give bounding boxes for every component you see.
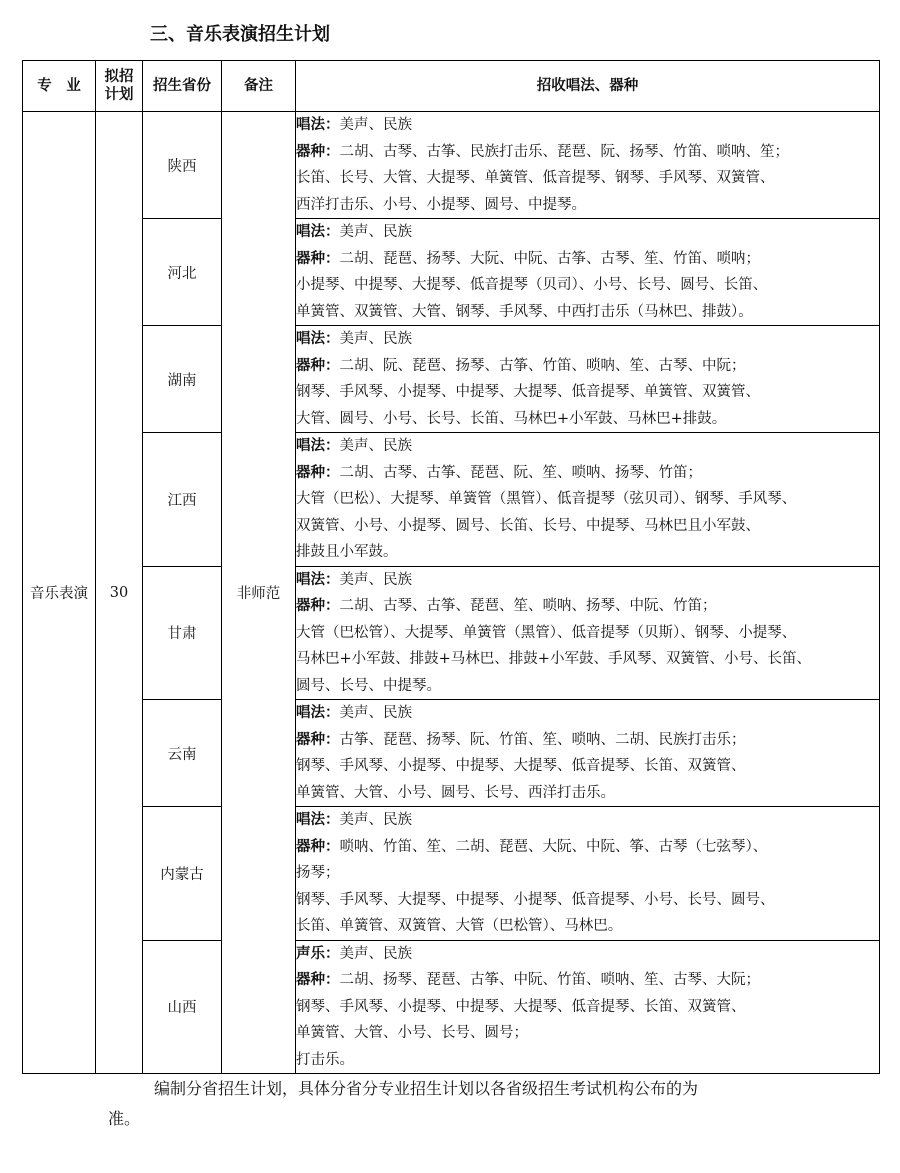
province-cell: 河北 [143, 219, 222, 326]
requirement-text: 钢琴、手风琴、小提琴、中提琴、大提琴、低音提琴、长笛、双簧管、 [296, 758, 746, 774]
requirement-line [296, 967, 879, 994]
requirement-text: 钢琴、手风琴、小提琴、中提琴、大提琴、低音提琴、长笛、双簧管、 [296, 998, 746, 1015]
province-cell: 云南 [143, 700, 222, 807]
requirements-cell [296, 433, 880, 567]
requirement-line [296, 486, 879, 513]
province-cell: 甘肃 [143, 566, 222, 700]
requirement-line [296, 272, 879, 299]
table-row [23, 566, 880, 700]
requirement-label: 唱法： [296, 705, 340, 721]
header-note: 备注 [222, 61, 296, 112]
header-planned-count-line2: 计划 [104, 87, 134, 103]
requirement-text: 长笛、长号、大管、大提琴、单簧管、低音提琴、钢琴、手风琴、双簧管、 [296, 170, 775, 186]
requirement-line [296, 353, 879, 380]
requirement-text: 双簧管、小号、小提琴、圆号、长笛、长号、中提琴、马林巴且小军鼓、 [296, 517, 760, 534]
requirement-line [296, 646, 879, 673]
requirements-cell [296, 700, 880, 807]
requirement-text: 排鼓且小军鼓。 [296, 544, 398, 560]
requirement-line [296, 326, 879, 353]
table-row [23, 112, 880, 219]
requirement-text: 美声、民族 [339, 331, 412, 347]
requirements-cell [296, 112, 880, 219]
requirement-text: 美声、民族 [339, 812, 412, 828]
requirement-line [296, 887, 879, 914]
requirement-text: 长笛、单簧管、双簧管、大管（巴松管）、马林巴。 [296, 918, 623, 934]
requirement-text: 圆号、长号、中提琴。 [296, 677, 441, 694]
requirement-line [296, 539, 879, 566]
header-requirements: 招收唱法、器种 [296, 61, 880, 112]
requirement-text: 小提琴、中提琴、大提琴、低音提琴（贝司）、小号、长号、圆号、长笛、 [296, 277, 768, 293]
requirement-text: 西洋打击乐、小号、小提琴、圆号、中提琴。 [296, 196, 586, 213]
requirement-text: 二胡、古琴、古筝、琵琶、笙、唢呐、扬琴、中阮、竹笛； [339, 598, 717, 614]
table-row [23, 433, 880, 567]
requirement-text: 二胡、阮、琵琶、扬琴、古筝、竹笛、唢呐、笙、古琴、中阮； [339, 357, 746, 374]
requirement-line [296, 246, 879, 273]
requirement-text: 马林巴+小军鼓、排鼓+马林巴、排鼓+小军鼓、手风琴、双簧管、小号、长笛、 [296, 651, 811, 667]
header-planned-count-line1: 拟招 [104, 69, 134, 85]
footer-line-2: 准。 [108, 1109, 141, 1128]
requirement-line [296, 673, 879, 700]
requirement-line [296, 860, 879, 887]
requirement-text: 美声、民族 [339, 945, 412, 962]
requirement-text: 美声、民族 [339, 438, 412, 454]
requirement-text: 美声、民族 [339, 705, 412, 721]
header-major: 专 业 [23, 61, 96, 112]
province-cell: 内蒙古 [143, 807, 222, 941]
requirement-label: 唱法： [296, 117, 340, 133]
header-planned-count [96, 61, 143, 112]
requirement-text: 唢呐、竹笛、笙、二胡、琵琶、大阮、中阮、筝、古琴（七弦琴）、 [339, 838, 768, 855]
requirements-cell [296, 807, 880, 941]
requirement-text: 钢琴、手风琴、小提琴、中提琴、大提琴、低音提琴、单簧管、双簧管、 [296, 384, 760, 400]
planned-count-cell: 30 [96, 112, 143, 1074]
requirement-line [296, 620, 879, 647]
province-cell: 陕西 [143, 112, 222, 219]
province-cell: 山西 [143, 940, 222, 1074]
requirement-text: 扬琴； [296, 865, 340, 881]
requirement-label: 唱法： [296, 571, 340, 588]
requirement-text: 钢琴、手风琴、大提琴、中提琴、小提琴、低音提琴、小号、长号、圆号、 [296, 891, 775, 908]
requirement-line [296, 112, 879, 139]
requirement-line [296, 913, 879, 940]
requirement-text: 单簧管、双簧管、大管、钢琴、手风琴、中西打击乐（马林巴、排鼓）。 [296, 303, 753, 320]
requirement-line [296, 406, 879, 433]
requirements-cell [296, 940, 880, 1074]
province-cell: 湖南 [143, 326, 222, 433]
requirement-label: 器种： [296, 731, 340, 748]
requirement-line [296, 1020, 879, 1047]
table-row [23, 219, 880, 326]
requirement-label: 唱法： [296, 224, 340, 240]
table-header-row [23, 61, 880, 112]
requirement-line [296, 433, 879, 460]
requirement-line [296, 807, 879, 834]
requirement-line [296, 165, 879, 192]
requirement-label: 声乐： [296, 945, 340, 962]
requirement-label: 器种： [296, 598, 340, 614]
requirements-cell [296, 566, 880, 700]
requirement-text: 大管（巴松）、大提琴、单簧管（黑管）、低音提琴（弦贝司）、钢琴、手风琴、 [296, 491, 797, 507]
requirement-label: 唱法： [296, 331, 340, 347]
requirement-text: 古筝、琵琶、扬琴、阮、竹笛、笙、唢呐、二胡、民族打击乐； [339, 731, 746, 748]
requirement-label: 唱法： [296, 438, 340, 454]
enrollment-plan-table [22, 60, 880, 1074]
requirements-cell [296, 326, 880, 433]
requirements-cell [296, 219, 880, 326]
requirement-text: 二胡、古琴、古筝、琵琶、阮、笙、唢呐、扬琴、竹笛； [339, 464, 702, 481]
requirement-text: 大管（巴松管）、大提琴、单簧管（黑管）、低音提琴（贝斯）、钢琴、小提琴、 [296, 624, 797, 641]
requirement-label: 器种： [296, 464, 340, 481]
requirement-text: 二胡、琵琶、扬琴、大阮、中阮、古筝、古琴、笙、竹笛、唢呐； [339, 250, 760, 267]
requirement-label: 器种： [296, 250, 340, 267]
requirement-line [296, 139, 879, 166]
requirement-text: 单簧管、大管、小号、圆号、长号、西洋打击乐。 [296, 784, 615, 801]
requirement-text: 打击乐。 [296, 1051, 354, 1068]
requirement-line [296, 1047, 879, 1074]
requirement-line [296, 941, 879, 968]
requirement-line [296, 379, 879, 406]
requirement-text: 单簧管、大管、小号、长号、圆号； [296, 1025, 528, 1041]
table-body [23, 112, 880, 1074]
requirement-line [296, 753, 879, 780]
requirement-label: 器种： [296, 838, 340, 855]
requirement-line [296, 513, 879, 540]
requirement-text: 二胡、扬琴、琵琶、古筝、中阮、竹笛、唢呐、笙、古琴、大阮； [339, 972, 760, 988]
requirement-line [296, 994, 879, 1021]
table-row [23, 700, 880, 807]
requirement-text: 美声、民族 [339, 117, 412, 133]
requirement-label: 器种： [296, 972, 340, 988]
table-row [23, 940, 880, 1074]
requirement-label: 器种： [296, 357, 340, 374]
requirement-label: 唱法： [296, 812, 340, 828]
major-cell: 音乐表演 [23, 112, 96, 1074]
requirement-line [296, 593, 879, 620]
requirement-line [296, 700, 879, 727]
requirement-text: 美声、民族 [339, 571, 412, 588]
requirement-line [296, 460, 879, 487]
requirement-text: 大管、圆号、小号、长号、长笛、马林巴+小军鼓、马林巴+排鼓。 [296, 410, 727, 427]
requirement-line [296, 834, 879, 861]
footer-note [60, 1074, 820, 1134]
requirement-line [296, 219, 879, 246]
requirement-text: 美声、民族 [339, 224, 412, 240]
note-cell: 非师范 [222, 112, 296, 1074]
section-heading: 三、音乐表演招生计划 [150, 24, 330, 45]
requirement-line [296, 567, 879, 594]
requirement-line [296, 727, 879, 754]
header-province: 招生省份 [143, 61, 222, 112]
requirement-text: 二胡、古琴、古筝、民族打击乐、琵琶、阮、扬琴、竹笛、唢呐、笙； [339, 143, 789, 160]
requirement-line [296, 780, 879, 807]
province-cell: 江西 [143, 433, 222, 567]
requirement-line [296, 192, 879, 219]
requirement-label: 器种： [296, 143, 340, 160]
table-row [23, 807, 880, 941]
table-row [23, 326, 880, 433]
footer-line-1: 编制分省招生计划，具体分省分专业招生计划以各省级招生考试机构公布的为 [154, 1079, 699, 1098]
requirement-line [296, 299, 879, 326]
